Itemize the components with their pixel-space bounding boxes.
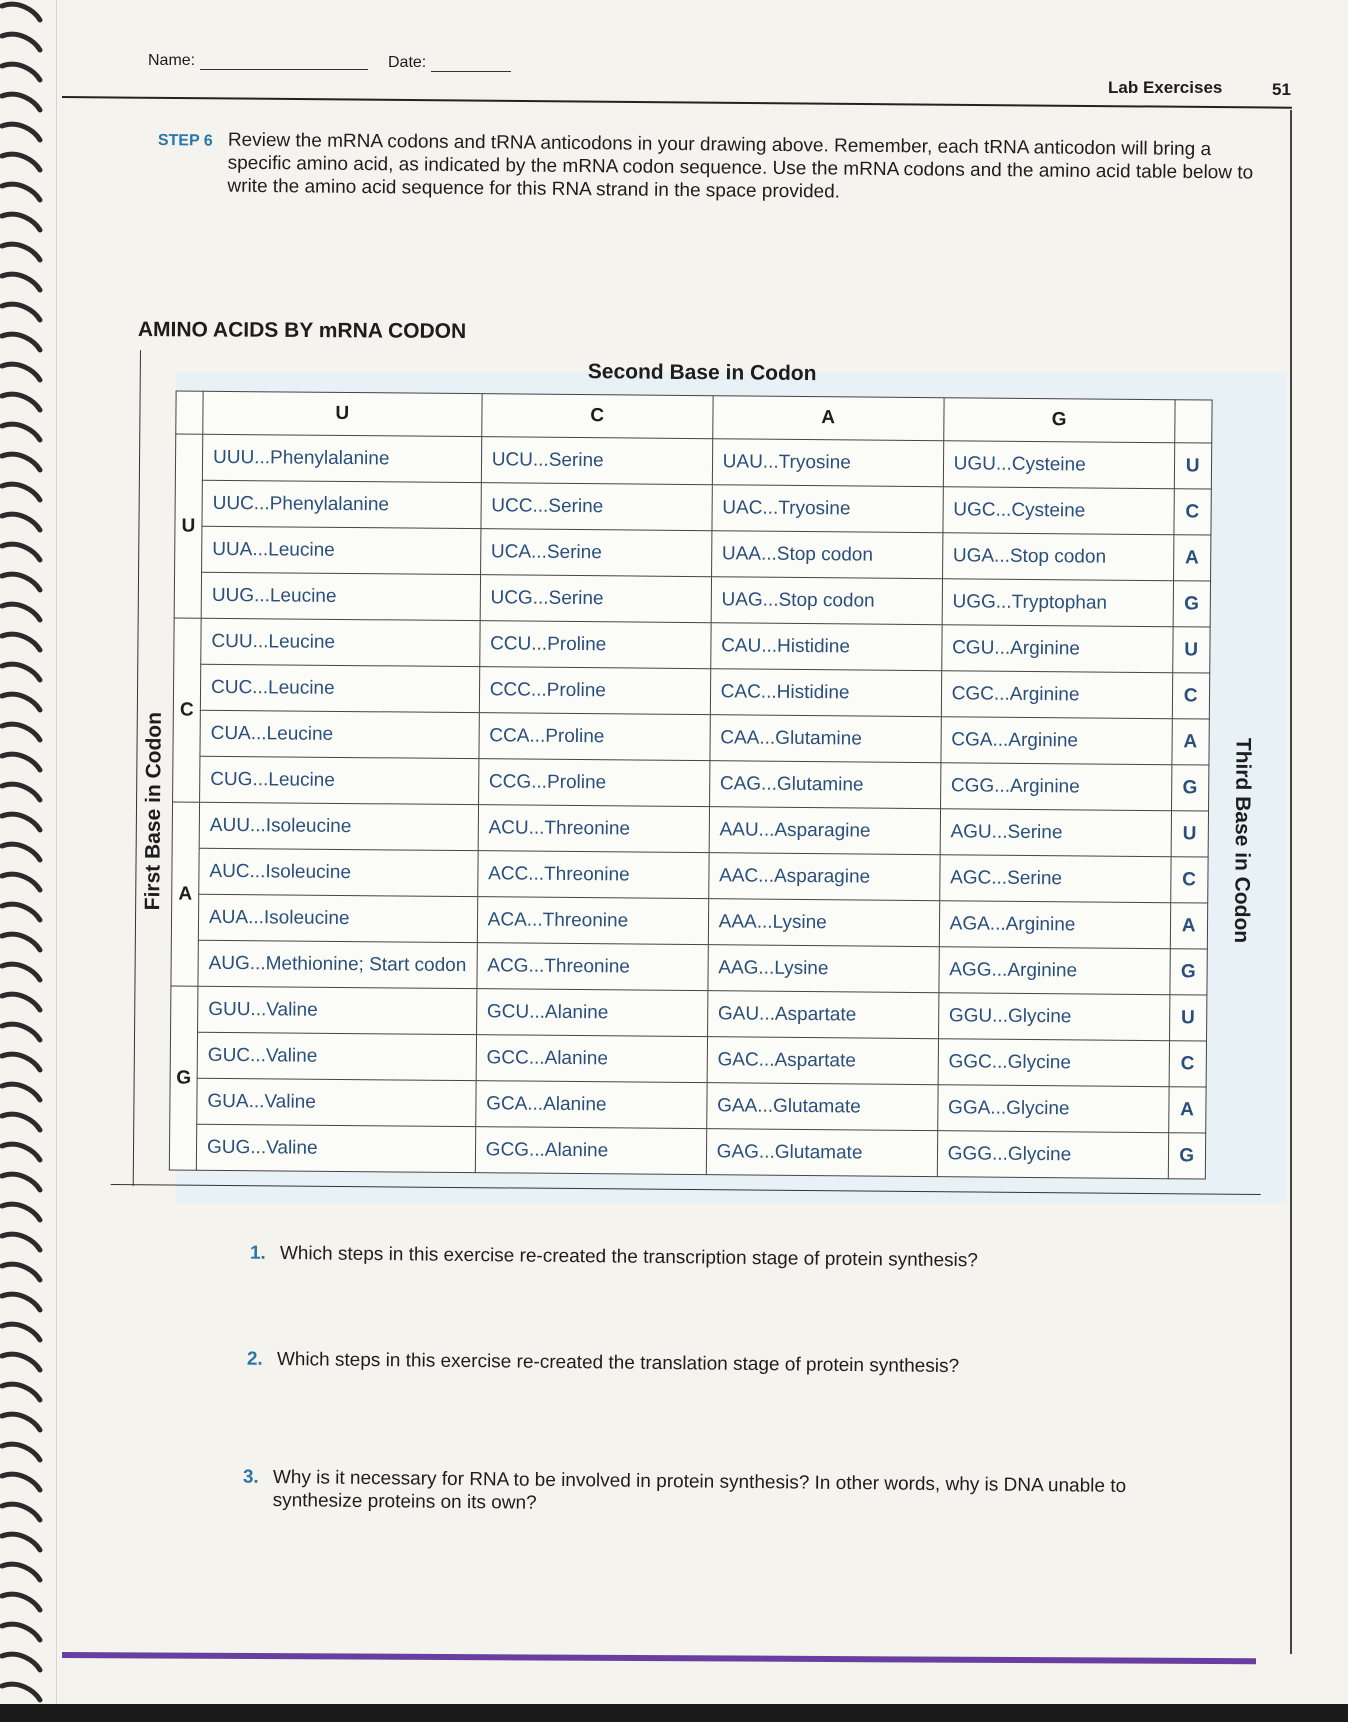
codon-cell: UGA...Stop codon — [942, 533, 1173, 581]
codon-cell: UCA...Serine — [480, 529, 711, 577]
codon-cell: AUU...Isoleucine — [199, 802, 478, 850]
codon-table — [169, 391, 1212, 1180]
codon-cell: AGC...Serine — [939, 855, 1170, 903]
first-base-cell: U — [174, 434, 203, 618]
footer-bar — [62, 1652, 1256, 1664]
codon-cell: GCG...Alanine — [475, 1127, 706, 1175]
third-base-cell: A — [1168, 1087, 1205, 1133]
spiral-coil — [2, 34, 40, 50]
codon-table-body — [169, 434, 1211, 1179]
spiral-coil — [2, 1024, 40, 1040]
codon-cell: AUA...Isoleucine — [198, 894, 477, 942]
name-field[interactable] — [148, 52, 368, 70]
spiral-coil — [2, 94, 40, 110]
spiral-coil — [2, 694, 40, 710]
codon-cell: UCU...Serine — [481, 437, 712, 485]
codon-cell: GGU...Glycine — [938, 993, 1169, 1041]
spiral-coil — [2, 754, 40, 770]
codon-cell: GCC...Alanine — [476, 1035, 707, 1083]
codon-cell: CCA...Proline — [479, 713, 710, 761]
spiral-coil — [2, 1054, 40, 1070]
third-base-cell: A — [1170, 903, 1207, 949]
codon-cell: CUG...Leucine — [200, 756, 479, 804]
third-base-cell: A — [1172, 719, 1209, 765]
spiral-coil — [2, 994, 40, 1010]
spiral-coil — [2, 454, 40, 470]
question-number: 3. — [242, 1466, 259, 1488]
codon-cell: CGC...Arginine — [941, 671, 1172, 719]
codon-cell: GAG...Glutamate — [706, 1129, 937, 1177]
third-base-cell: G — [1168, 1133, 1205, 1179]
third-base-cell: G — [1171, 765, 1208, 811]
table-left-border — [133, 350, 141, 1186]
spiral-coil — [2, 574, 40, 590]
spiral-coil — [2, 274, 40, 290]
spiral-coil — [2, 1264, 40, 1280]
name-label: Name: — [148, 52, 196, 69]
spiral-coil — [2, 64, 40, 80]
question-3 — [242, 1466, 1213, 1522]
spiral-coil — [2, 844, 40, 860]
codon-cell: GGA...Glycine — [937, 1085, 1168, 1133]
step-instructions: Review the mRNA codons and tRNA anticodons in your drawing above. Remember, each tRNA anticodon will bring a specific amino acid, as indicated by the mRNA codon sequence. Use the mRNA codons and the amino acid table below to write the amino acid sequence for this RNA strand in the space provided. — [227, 129, 1254, 203]
third-base-heading: Third Base in Codon — [1229, 737, 1255, 944]
codon-cell: UAG...Stop codon — [711, 577, 942, 625]
third-base-cell: C — [1174, 489, 1211, 535]
spiral-coil — [2, 394, 40, 410]
column-header-a: A — [712, 396, 943, 441]
codon-cell: UAA...Stop codon — [711, 531, 942, 579]
spiral-coil — [2, 904, 40, 920]
third-base-cell: C — [1172, 673, 1209, 719]
codon-cell: CAU...Histidine — [710, 623, 941, 671]
codon-cell: UUG...Leucine — [201, 572, 480, 620]
codon-cell: GCA...Alanine — [475, 1081, 706, 1129]
spiral-coil — [2, 724, 40, 740]
third-base-cell: C — [1170, 857, 1207, 903]
codon-cell: CGU...Arginine — [941, 625, 1172, 673]
codon-cell: UCC...Serine — [481, 483, 712, 531]
codon-cell: CAG...Glutamine — [709, 761, 940, 809]
spiral-coil — [2, 1114, 40, 1130]
scan-edge — [0, 1704, 1348, 1722]
corner-cell — [176, 391, 203, 434]
codon-cell: GAC...Aspartate — [707, 1037, 938, 1085]
page-number: 51 — [1272, 80, 1291, 99]
spiral-coil — [2, 634, 40, 650]
third-base-cell: G — [1173, 581, 1210, 627]
table-bottom-border — [111, 1184, 1261, 1195]
codon-table-container — [111, 350, 1268, 1210]
question-number: 2. — [246, 1348, 263, 1370]
third-base-cell: U — [1174, 443, 1211, 489]
spiral-coil — [2, 1684, 40, 1700]
spiral-coil — [2, 814, 40, 830]
spiral-coil — [2, 1624, 40, 1640]
spiral-coil — [2, 4, 40, 20]
codon-cell: UGC...Cysteine — [943, 487, 1174, 535]
spiral-coil — [2, 424, 40, 440]
codon-cell: ACG...Threonine — [477, 943, 708, 991]
spiral-coil — [2, 1144, 40, 1160]
codon-cell: UGG...Tryptophan — [942, 579, 1173, 627]
codon-cell: UUA...Leucine — [202, 526, 481, 574]
first-base-cell: A — [171, 802, 200, 986]
codon-cell: GUA...Valine — [197, 1078, 476, 1126]
third-base-cell: G — [1170, 949, 1207, 995]
spiral-coil — [2, 124, 40, 140]
first-base-heading: First Base in Codon — [141, 711, 166, 911]
spiral-coil — [2, 1384, 40, 1400]
codon-cell: GUC...Valine — [197, 1032, 476, 1080]
step-6 — [157, 128, 1258, 208]
codon-cell: AAU...Asparagine — [709, 807, 940, 855]
spiral-coil — [2, 1414, 40, 1430]
codon-cell: CGA...Arginine — [941, 717, 1172, 765]
second-base-heading: Second Base in Codon — [587, 360, 817, 386]
codon-cell: AUG...Methionine; Start codon — [198, 940, 477, 988]
question-text: Why is it necessary for RNA to be involved in protein synthesis? In other words, why is DNA unable to synthesize proteins on its own? — [272, 1467, 1127, 1514]
spiral-coil — [2, 184, 40, 200]
codon-cell: CCG...Proline — [478, 759, 709, 807]
column-header-c: C — [481, 394, 712, 439]
spiral-coil — [2, 544, 40, 560]
codon-cell: CUA...Leucine — [200, 710, 479, 758]
codon-cell: AAG...Lysine — [708, 945, 939, 993]
third-base-cell: U — [1169, 995, 1206, 1041]
codon-cell: ACU...Threonine — [478, 805, 709, 853]
codon-cell: AGU...Serine — [940, 809, 1171, 857]
codon-cell: CUU...Leucine — [201, 618, 480, 666]
spiral-coil — [2, 244, 40, 260]
codon-cell: GUG...Valine — [196, 1124, 475, 1172]
third-base-cell: U — [1171, 811, 1208, 857]
question-text: Which steps in this exercise re-created the translation stage of protein synthesis? — [276, 1349, 960, 1378]
spiral-coil — [2, 1084, 40, 1100]
spiral-coil — [2, 1534, 40, 1550]
question-1 — [249, 1242, 979, 1272]
section-title: Lab Exercises — [1108, 78, 1223, 97]
codon-cell: GAU...Aspartate — [707, 991, 938, 1039]
spiral-coil — [2, 304, 40, 320]
codon-cell: UAC...Tryosine — [712, 485, 943, 533]
column-header-g: G — [943, 398, 1174, 443]
corner-cell-right — [1174, 400, 1211, 443]
codon-cell: GGG...Glycine — [937, 1131, 1168, 1179]
codon-cell: CUC...Leucine — [200, 664, 479, 712]
question-text: Which steps in this exercise re-created the transcription stage of protein synthesis? — [279, 1243, 979, 1272]
date-label: Date: — [388, 54, 427, 71]
spiral-coil — [2, 1204, 40, 1220]
spiral-coil — [2, 1474, 40, 1490]
step-label: STEP 6 — [157, 131, 213, 150]
spiral-coil — [2, 784, 40, 800]
spiral-binding — [0, 0, 62, 1722]
codon-cell: UUC...Phenylalanine — [202, 480, 481, 528]
codon-cell: UUU...Phenylalanine — [202, 434, 481, 482]
codon-cell: CGG...Arginine — [940, 763, 1171, 811]
codon-cell: GGC...Glycine — [938, 1039, 1169, 1087]
codon-cell: UGU...Cysteine — [943, 441, 1174, 489]
codon-cell: CAC...Histidine — [710, 669, 941, 717]
codon-cell: ACA...Threonine — [477, 897, 708, 945]
third-base-cell: A — [1173, 535, 1210, 581]
spiral-coil — [2, 934, 40, 950]
spiral-coil — [2, 1234, 40, 1250]
spiral-coil — [2, 214, 40, 230]
spiral-coil — [2, 664, 40, 680]
spiral-coil — [2, 484, 40, 500]
codon-cell: CCU...Proline — [479, 621, 710, 669]
margin-line — [56, 0, 57, 1722]
date-blank[interactable] — [431, 71, 511, 72]
first-base-cell: C — [173, 618, 202, 802]
spiral-coil — [2, 1504, 40, 1520]
table-title: AMINO ACIDS BY mRNA CODON — [137, 318, 467, 344]
spiral-coil — [2, 1654, 40, 1670]
third-base-cell: C — [1169, 1041, 1206, 1087]
codon-cell: GCU...Alanine — [476, 989, 707, 1037]
name-blank[interactable] — [200, 69, 368, 70]
spiral-coil — [2, 1324, 40, 1340]
spiral-coil — [2, 1564, 40, 1580]
spiral-coil — [2, 514, 40, 530]
spiral-coil — [2, 874, 40, 890]
spiral-coil — [2, 604, 40, 620]
question-2 — [246, 1348, 960, 1378]
codon-cell: GAA...Glutamate — [706, 1083, 937, 1131]
codon-cell: GUU...Valine — [198, 986, 477, 1034]
codon-cell: AGA...Arginine — [939, 901, 1170, 949]
codon-cell: UAU...Tryosine — [712, 439, 943, 487]
spiral-coil — [2, 1354, 40, 1370]
codon-cell: CCC...Proline — [479, 667, 710, 715]
right-border — [1290, 110, 1292, 1654]
codon-cell: UCG...Serine — [480, 575, 711, 623]
spiral-coil — [2, 1444, 40, 1460]
codon-cell: CAA...Glutamine — [710, 715, 941, 763]
column-header-u: U — [203, 391, 482, 436]
spiral-coil — [2, 1294, 40, 1310]
codon-cell: AGG...Arginine — [939, 947, 1170, 995]
question-number: 1. — [249, 1242, 266, 1264]
spiral-coil — [2, 154, 40, 170]
spiral-coil — [2, 1174, 40, 1190]
third-base-cell: U — [1172, 627, 1209, 673]
codon-cell: AAA...Lysine — [708, 899, 939, 947]
codon-cell: AAC...Asparagine — [708, 853, 939, 901]
table-row — [169, 1124, 1205, 1179]
codon-cell: AUC...Isoleucine — [199, 848, 478, 896]
date-field[interactable] — [388, 54, 511, 72]
spiral-coil — [2, 964, 40, 980]
spiral-coil — [2, 1594, 40, 1610]
spiral-coil — [2, 334, 40, 350]
codon-cell: ACC...Threonine — [477, 851, 708, 899]
spiral-coil — [2, 364, 40, 380]
first-base-cell: G — [169, 986, 198, 1170]
